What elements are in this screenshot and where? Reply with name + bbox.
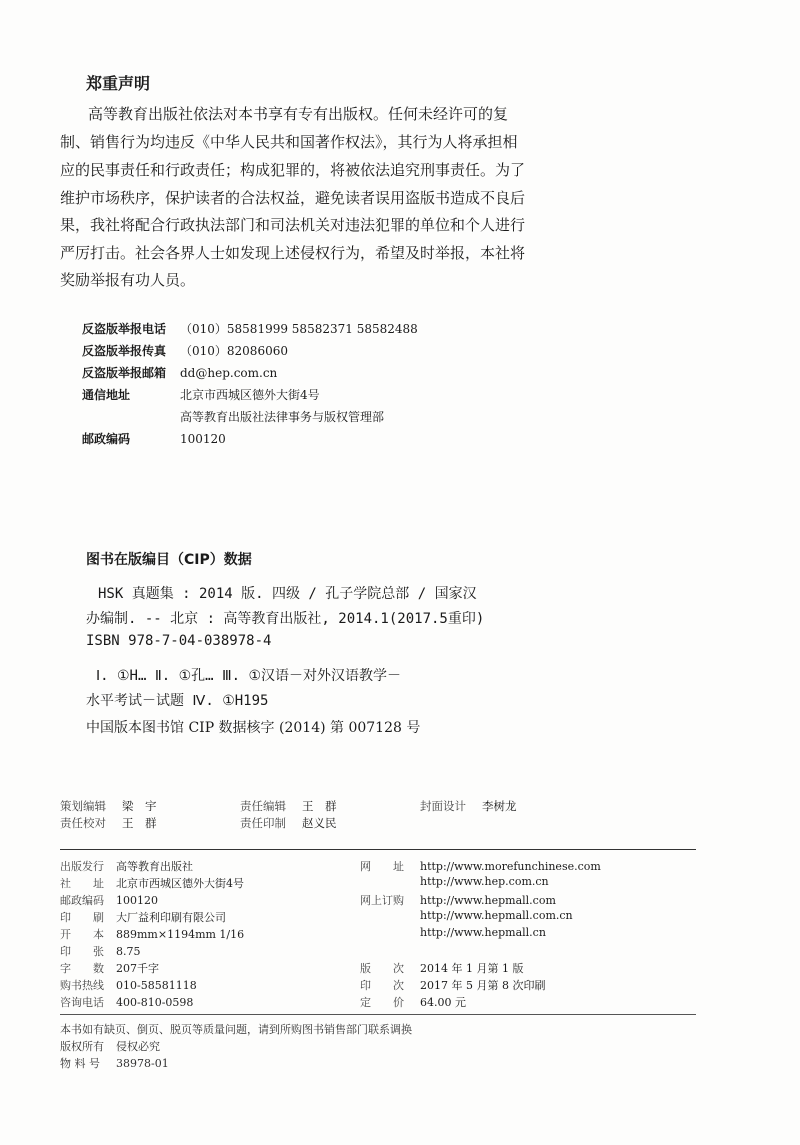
- staff-credit: [60, 815, 157, 831]
- pub-value: http://www.hepmall.cn: [420, 926, 546, 939]
- staff-label: 责任印制: [240, 816, 286, 830]
- staff-label: 责任编辑: [240, 799, 286, 813]
- pub-label: 网 址: [360, 860, 404, 873]
- contact-label: 反盗版举报传真: [82, 344, 167, 358]
- contact-label: 反盗版举报电话: [82, 322, 167, 336]
- cip-line: Ⅰ. ①H… Ⅱ. ①孔… Ⅲ. ①汉语－对外汉语教学－: [96, 668, 402, 684]
- pub-row: [60, 926, 244, 942]
- staff-credit: [420, 798, 517, 814]
- contact-value: （010）82086060: [180, 344, 288, 358]
- staff-label: 封面设计: [420, 799, 466, 813]
- cip-record-number: 中国版本图书馆 CIP 数据核字 (2014) 第 007128 号: [86, 720, 421, 736]
- pub-value: 北京市西城区德外大街4号: [116, 877, 244, 890]
- pub-value: 大厂益利印刷有限公司: [116, 911, 226, 924]
- pub-value: http://www.hepmall.com: [420, 894, 556, 907]
- cip-line: ISBN 978-7-04-038978-4: [86, 633, 272, 649]
- contact-value: 100120: [180, 432, 226, 446]
- pub-value: 2017 年 5 月第 8 次印刷: [420, 979, 546, 992]
- pub-row: [360, 960, 523, 976]
- pub-row: [360, 909, 573, 922]
- pub-value: http://www.hepmall.com.cn: [420, 909, 573, 922]
- contact-value: （010）58581999 58582371 58582488: [180, 322, 418, 336]
- pub-label: 社 址: [60, 877, 104, 890]
- rights-label: 版权所有: [60, 1040, 104, 1053]
- pub-row: [60, 909, 226, 925]
- contact-label: 邮政编码: [82, 432, 131, 446]
- staff-name: 王 群: [302, 799, 337, 813]
- rights-row: [60, 1038, 160, 1054]
- statement-line: 应的民事责任和行政责任；构成犯罪的，将被依法追究刑事责任。为了: [60, 161, 526, 179]
- statement-line: 高等教育出版社依法对本书享有专有出版权。任何未经许可的复: [88, 105, 509, 123]
- rights-value: 侵权必究: [116, 1040, 160, 1053]
- cip-title: 图书在版编目（CIP）数据: [86, 552, 252, 568]
- statement-line: 制、销售行为均违反《中华人民共和国著作权法》，其行为人将承担相: [60, 133, 518, 151]
- pub-value: 889mm×1194mm 1/16: [116, 928, 245, 941]
- contact-label: 反盗版举报邮箱: [82, 366, 167, 380]
- contact-value: 北京市西城区德外大街4号: [180, 388, 320, 402]
- pub-label: 定 价: [360, 996, 404, 1009]
- pub-label: 网上订购: [360, 894, 404, 907]
- staff-name: 王 群: [122, 816, 157, 830]
- contact-value: dd@hep.com.cn: [180, 366, 278, 380]
- pub-label: 邮政编码: [60, 894, 104, 907]
- pub-row: [360, 926, 546, 939]
- contact-postcode: [82, 430, 226, 447]
- statement-line: 果，我社将配合行政执法部门和司法机关对违法犯罪的单位和个人进行: [60, 216, 526, 234]
- divider: [60, 1014, 696, 1015]
- staff-name: 梁 宇: [122, 799, 157, 813]
- statement-line: 严厉打击。社会各界人士如发现上述侵权行为，希望及时举报，本社将: [60, 244, 526, 262]
- pub-row: [60, 994, 193, 1010]
- statement-line: 维护市场秩序，保护读者的合法权益，避免读者误用盗版书造成不良后: [60, 189, 526, 207]
- pub-value: 8.75: [116, 945, 141, 958]
- pub-label: 字 数: [60, 962, 104, 975]
- staff-credit: [60, 798, 157, 814]
- pub-label: 版 次: [360, 962, 404, 975]
- pub-value: http://www.hep.com.cn: [420, 875, 549, 888]
- pub-row: [60, 943, 141, 959]
- pub-label: 印 次: [360, 979, 404, 992]
- contact-phone: [82, 320, 418, 337]
- pub-label: 印 张: [60, 945, 104, 958]
- staff-credit: [240, 815, 337, 831]
- pub-row: [360, 994, 466, 1010]
- contact-address: [82, 386, 320, 403]
- quality-notice: 本书如有缺页、倒页、脱页等质量问题，请到所购图书销售部门联系调换: [60, 1023, 412, 1036]
- staff-credit: [240, 798, 337, 814]
- pub-row: [60, 875, 244, 891]
- pub-value: 400-810-0598: [116, 996, 194, 1009]
- staff-label: 责任校对: [60, 816, 106, 830]
- pub-value: 100120: [116, 894, 158, 907]
- pub-label: 开 本: [60, 928, 104, 941]
- cip-line: HSK 真题集 : 2014 版. 四级 / 孔子学院总部 / 国家汉: [98, 586, 477, 602]
- pub-row: [360, 875, 549, 888]
- cip-line: 水平考试－试题 Ⅳ. ①H195: [86, 693, 269, 709]
- pub-label: 购书热线: [60, 979, 104, 992]
- pub-label: 印 刷: [60, 911, 104, 924]
- pub-row: [360, 977, 545, 993]
- staff-name: 李树龙: [482, 799, 517, 813]
- pub-value: 010-58581118: [116, 979, 197, 992]
- item-number-value: 38978-01: [116, 1057, 169, 1070]
- pub-row: [360, 858, 601, 874]
- contact-email: [82, 364, 277, 381]
- staff-name: 赵义民: [302, 816, 337, 830]
- staff-label: 策划编辑: [60, 799, 106, 813]
- pub-row: [60, 977, 197, 993]
- item-number-row: [60, 1055, 169, 1071]
- pub-value: 207千字: [116, 962, 159, 975]
- divider: [60, 849, 696, 850]
- pub-value: 64.00 元: [420, 996, 466, 1009]
- pub-value: 高等教育出版社: [116, 860, 193, 873]
- pub-label: 咨询电话: [60, 996, 104, 1009]
- statement-title: 郑重声明: [86, 74, 151, 93]
- contact-value: 高等教育出版社法律事务与版权管理部: [180, 410, 385, 424]
- cip-line: 办编制. -- 北京 : 高等教育出版社, 2014.1(2017.5重印): [86, 611, 485, 627]
- contact-label: 通信地址: [82, 388, 131, 402]
- pub-row: [60, 892, 158, 908]
- item-number-label: 物 料 号: [60, 1057, 100, 1070]
- pub-value: http://www.morefunchinese.com: [420, 860, 601, 873]
- contact-address-cont: [82, 408, 384, 425]
- statement-line: 奖励举报有功人员。: [60, 271, 196, 289]
- pub-row: [60, 960, 159, 976]
- pub-row: [360, 892, 556, 908]
- pub-label: 出版发行: [60, 860, 104, 873]
- contact-fax: [82, 342, 288, 359]
- pub-row: [60, 858, 193, 874]
- pub-value: 2014 年 1 月第 1 版: [420, 962, 524, 975]
